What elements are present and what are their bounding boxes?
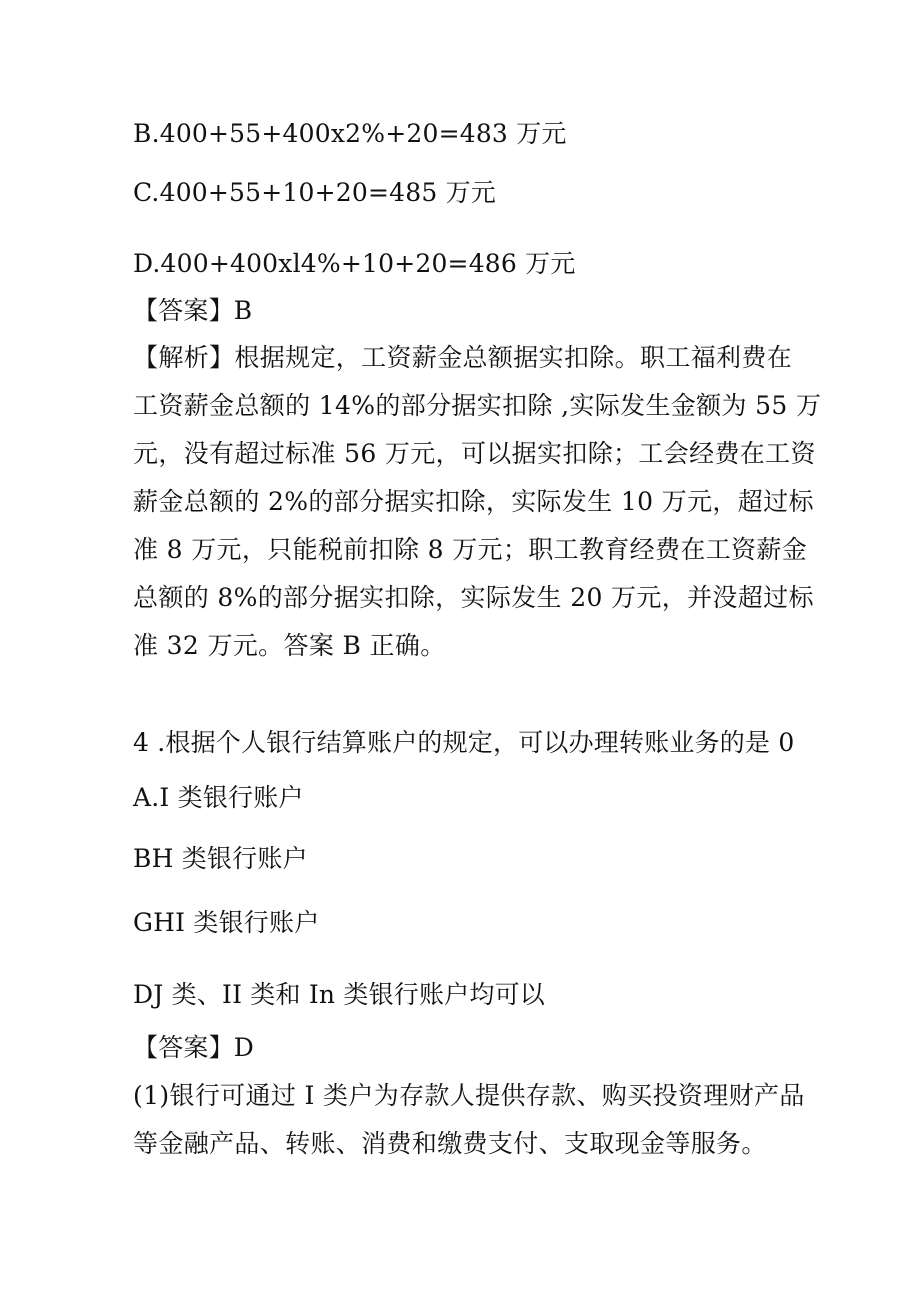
q3-analysis-line: 薪金总额的 2%的部分据实扣除，实际发生 10 万元，超过标 <box>133 487 814 516</box>
q3-analysis-line: 总额的 8%的部分据实扣除，实际发生 20 万元，并没超过标 <box>133 583 814 612</box>
q4-explanation-line: (1)银行可通过 I 类户为存款人提供存款、购买投资理财产品 <box>133 1081 805 1110</box>
q3-analysis-line: 准 8 万元，只能税前扣除 8 万元；职工教育经费在工资薪金 <box>133 535 808 564</box>
q3-option-c: C.400+55+10+20=485 万元 <box>133 178 496 207</box>
q4-question: 4 .根据个人银行结算账户的规定，可以办理转账业务的是 0 <box>133 728 795 757</box>
q4-answer: 【答案】D <box>133 1033 255 1062</box>
q3-answer: 【答案】B <box>133 296 253 325</box>
q4-option-a: A.I 类银行账户 <box>133 783 304 812</box>
q3-analysis-line: 准 32 万元。答案 B 正确。 <box>133 631 446 660</box>
q4-option-d: DJ 类、II 类和 In 类银行账户均可以 <box>133 980 545 1009</box>
q4-option-b: BH 类银行账户 <box>133 844 308 873</box>
q3-option-d: D.400+400xl4%+10+20=486 万元 <box>133 249 576 278</box>
q4-explanation-line: 等金融产品、转账、消费和缴费支付、支取现金等服务。 <box>133 1129 767 1158</box>
q4-option-c: GHI 类银行账户 <box>133 908 320 937</box>
q3-analysis-line: 【解析】根据规定，工资薪金总额据实扣除。职工福利费在 <box>133 343 793 372</box>
q3-analysis-line: 元，没有超过标准 56 万元，可以据实扣除；工会经费在工资 <box>133 439 816 468</box>
q3-analysis-line: 工资薪金总额的 14%的部分据实扣除 ,实际发生金额为 55 万 <box>133 391 822 420</box>
q3-option-b: B.400+55+400x2%+20=483 万元 <box>133 119 567 148</box>
